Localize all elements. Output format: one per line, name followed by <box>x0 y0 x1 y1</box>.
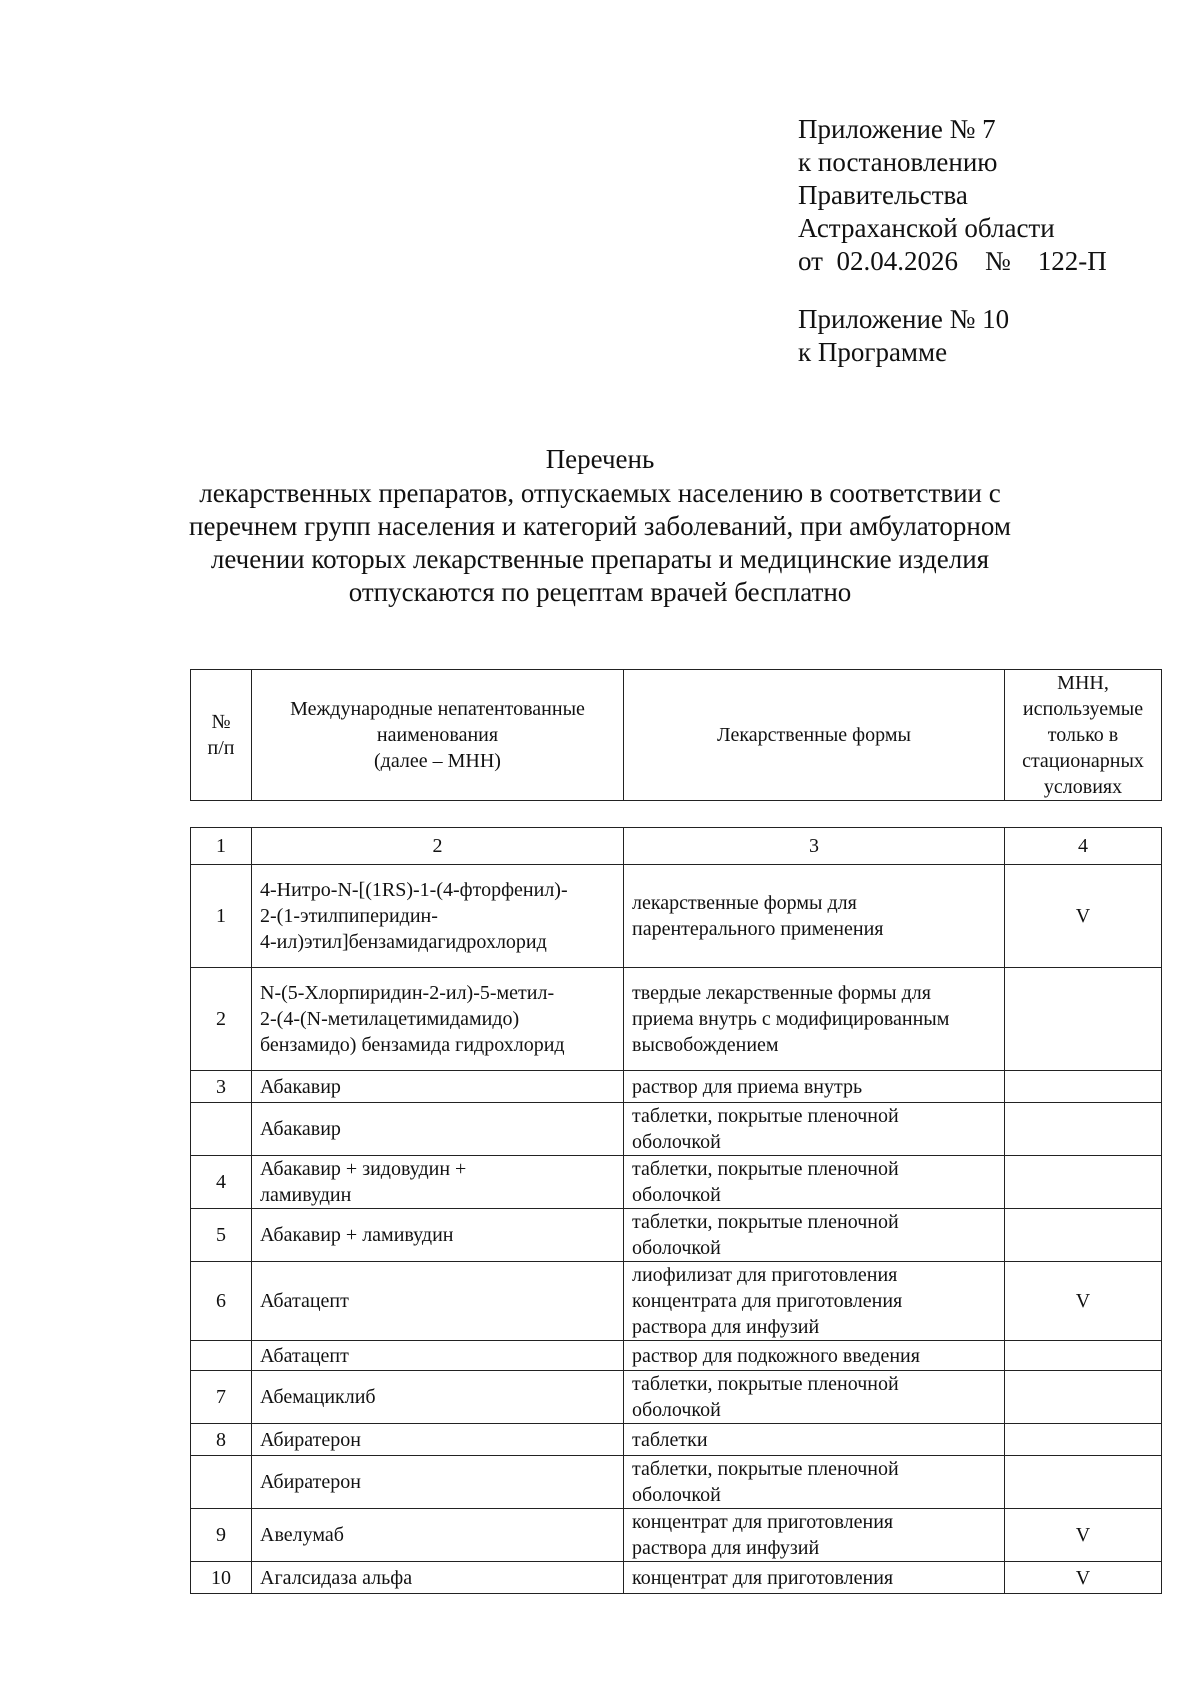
row-number: 1 <box>191 865 252 968</box>
forms-line: приема внутрь с модифицированным <box>632 1008 950 1030</box>
hospital-only-mark <box>1005 1424 1162 1456</box>
forms-line: парентерального применения <box>632 918 884 940</box>
column-number: 3 <box>624 828 1005 865</box>
column-number: 1 <box>191 828 252 865</box>
forms-cell <box>624 1262 1005 1341</box>
inn-line: 4-Нитро-N-[(1RS)-1-(4-фторфенил)- <box>260 879 568 901</box>
hospital-only-mark <box>1005 1156 1162 1209</box>
title-line: отпускаются по рецептам врачей бесплатно <box>348 577 852 607</box>
inn-line: Абакавир + ламивудин <box>260 1224 454 1246</box>
forms-line: оболочкой <box>632 1131 721 1153</box>
forms-cell <box>624 1562 1005 1594</box>
header-forms: Лекарственные формы <box>624 670 1005 801</box>
inn-line: Агалсидаза альфа <box>260 1566 413 1589</box>
inn-cell <box>252 1371 624 1424</box>
inn-cell <box>252 1209 624 1262</box>
appendix-line: Правительства <box>798 180 968 210</box>
row-number: 3 <box>191 1071 252 1103</box>
table-row <box>191 1562 1162 1594</box>
forms-line: таблетки, покрытые пленочной <box>632 1158 899 1180</box>
appendix-line: Приложение № 7 <box>798 114 996 144</box>
inn-cell <box>252 1341 624 1371</box>
appendix-line: к постановлению <box>798 147 998 177</box>
inn-line: ламивудин <box>260 1184 352 1206</box>
title-line: лечении которых лекарственные препараты и медицинские изделия <box>210 544 990 574</box>
inn-line: Абиратерон <box>260 1428 361 1451</box>
forms-line: концентрата для приготовления <box>632 1290 903 1312</box>
program-appendix-line: к Программе <box>798 337 948 367</box>
document-title <box>150 443 1050 609</box>
forms-cell <box>624 1103 1005 1156</box>
table-row <box>191 1103 1162 1156</box>
row-number: 5 <box>191 1209 252 1262</box>
hospital-only-mark: V <box>1005 1262 1162 1341</box>
forms-line: высвобождением <box>632 1034 779 1056</box>
drug-table <box>190 827 1162 1594</box>
forms-cell <box>624 1456 1005 1509</box>
forms-line: таблетки <box>632 1428 708 1451</box>
forms-cell <box>624 1509 1005 1562</box>
inn-line: 2-(4-(N-метилацетимидамидо) <box>260 1008 520 1030</box>
column-number: 2 <box>252 828 624 865</box>
table-row <box>191 1424 1162 1456</box>
column-number: 4 <box>1005 828 1162 865</box>
table-row <box>191 1071 1162 1103</box>
hospital-only-mark <box>1005 968 1162 1071</box>
inn-cell <box>252 1456 624 1509</box>
inn-cell <box>252 1071 624 1103</box>
row-number: 2 <box>191 968 252 1071</box>
table-row <box>191 1509 1162 1562</box>
forms-line: оболочкой <box>632 1237 721 1259</box>
table-row <box>191 1341 1162 1371</box>
forms-line: оболочкой <box>632 1184 721 1206</box>
forms-cell <box>624 1341 1005 1371</box>
forms-line: раствор для приема внутрь <box>632 1075 863 1098</box>
row-number <box>191 1456 252 1509</box>
forms-line: таблетки, покрытые пленочной <box>632 1211 899 1233</box>
inn-line: Абатацепт <box>260 1290 349 1312</box>
hospital-only-mark: V <box>1005 1509 1162 1562</box>
inn-cell <box>252 968 624 1071</box>
inn-line: Абакавир <box>260 1075 341 1098</box>
table-row <box>191 1456 1162 1509</box>
hospital-only-mark <box>1005 1209 1162 1262</box>
title-line: лекарственных препаратов, отпускаемых населению в соответствии с <box>199 478 1001 508</box>
program-appendix-line: Приложение № 10 <box>798 304 1010 334</box>
column-number-row <box>191 828 1162 865</box>
hospital-only-mark <box>1005 1341 1162 1371</box>
forms-line: раствора для инфузий <box>632 1537 820 1559</box>
forms-cell <box>624 1371 1005 1424</box>
forms-line: лиофилизат для приготовления <box>632 1264 898 1286</box>
forms-line: таблетки, покрытые пленочной <box>632 1458 899 1480</box>
inn-line: Авелумаб <box>260 1524 344 1546</box>
inn-cell <box>252 1156 624 1209</box>
table-row <box>191 1209 1162 1262</box>
appendix-date-line: от 02.04.2026 № 122-П <box>798 246 1107 276</box>
header-row <box>191 670 1162 801</box>
inn-line: Абакавир <box>260 1118 341 1140</box>
title-line: перечнем групп населения и категорий заболеваний, при амбулаторном <box>189 511 1011 541</box>
appendix-gap <box>798 278 1107 303</box>
hospital-only-mark <box>1005 1071 1162 1103</box>
forms-line: оболочкой <box>632 1399 721 1421</box>
inn-line: Абатацепт <box>260 1344 349 1367</box>
table-row <box>191 1156 1162 1209</box>
forms-line: оболочкой <box>632 1484 721 1506</box>
appendix-line: Астраханской области <box>798 213 1055 243</box>
inn-line: N-(5-Хлорпиридин-2-ил)-5-метил- <box>260 982 555 1004</box>
row-number: 8 <box>191 1424 252 1456</box>
forms-cell <box>624 865 1005 968</box>
inn-cell <box>252 1562 624 1594</box>
table-row <box>191 1371 1162 1424</box>
appendix-block <box>798 113 1107 369</box>
forms-cell <box>624 1209 1005 1262</box>
forms-cell <box>624 1156 1005 1209</box>
forms-line: раствора для инфузий <box>632 1316 820 1338</box>
forms-line: лекарственные формы для <box>632 892 857 914</box>
row-number: 7 <box>191 1371 252 1424</box>
inn-line: 4-ил)этил]бензамидагидрохлорид <box>260 931 547 953</box>
hospital-only-mark: V <box>1005 865 1162 968</box>
row-number <box>191 1103 252 1156</box>
table-row <box>191 1262 1162 1341</box>
hospital-only-mark <box>1005 1371 1162 1424</box>
forms-line: таблетки, покрытые пленочной <box>632 1373 899 1395</box>
header-table <box>190 669 1162 801</box>
hospital-only-mark <box>1005 1456 1162 1509</box>
row-number <box>191 1341 252 1371</box>
inn-cell <box>252 1424 624 1456</box>
inn-line: Абакавир + зидовудин + <box>260 1158 467 1180</box>
forms-cell <box>624 1071 1005 1103</box>
forms-line: концентрат для приготовления <box>632 1511 894 1533</box>
header-hospital: МНН, используемые только в стационарных условиях <box>1005 670 1162 801</box>
title-heading: Перечень <box>545 444 655 474</box>
inn-line: бензамидо) бензамида гидрохлорид <box>260 1034 565 1056</box>
inn-cell <box>252 1103 624 1156</box>
row-number: 4 <box>191 1156 252 1209</box>
row-number: 10 <box>191 1562 252 1594</box>
table-row <box>191 865 1162 968</box>
row-number: 9 <box>191 1509 252 1562</box>
forms-line: твердые лекарственные формы для <box>632 982 931 1004</box>
forms-line: таблетки, покрытые пленочной <box>632 1105 899 1127</box>
row-number: 6 <box>191 1262 252 1341</box>
inn-line: 2-(1-этилпиперидин- <box>260 905 438 927</box>
hospital-only-mark <box>1005 1103 1162 1156</box>
forms-cell <box>624 1424 1005 1456</box>
inn-line: Абиратерон <box>260 1471 361 1493</box>
forms-cell <box>624 968 1005 1071</box>
inn-cell <box>252 865 624 968</box>
inn-cell <box>252 1509 624 1562</box>
header-num: № п/п <box>191 670 252 801</box>
hospital-only-mark: V <box>1005 1562 1162 1594</box>
forms-line: раствор для подкожного введения <box>632 1344 920 1367</box>
inn-line: Абемациклиб <box>260 1386 376 1408</box>
header-inn: Международные непатентованные наименования (далее – МНН) <box>252 670 624 801</box>
table-row <box>191 968 1162 1071</box>
inn-cell <box>252 1262 624 1341</box>
forms-line: концентрат для приготовления <box>632 1566 894 1589</box>
